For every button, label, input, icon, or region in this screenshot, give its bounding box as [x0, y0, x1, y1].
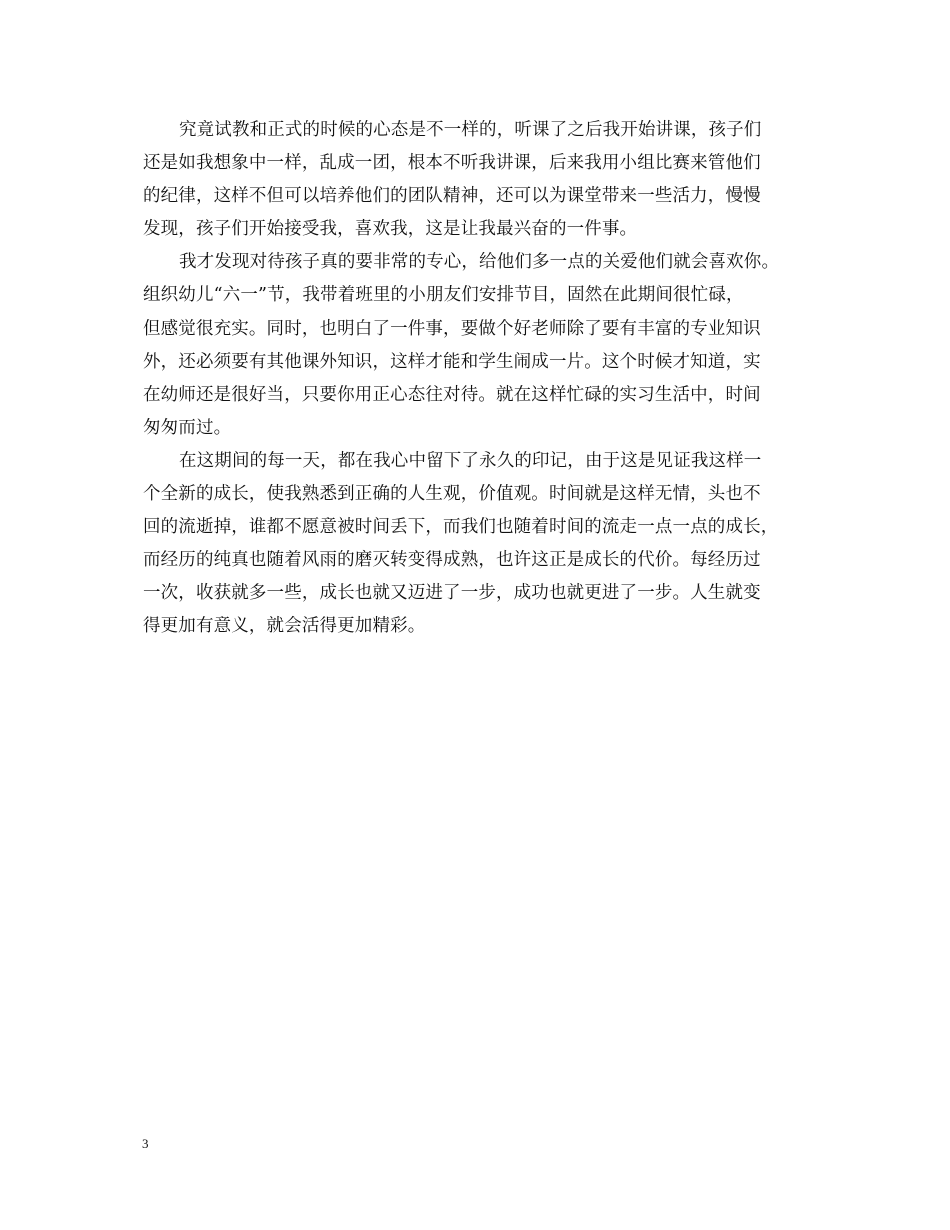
paragraph-2-line-5: 在幼师还是很好当，只要你用正心态往对待。就在这样忙碌的实习生活中，时间 [143, 384, 761, 405]
paragraph-3-line-4: 而经历的纯真也随着风雨的磨灭转变得成熟，也许这正是成长的代价。每经历过 [143, 550, 761, 571]
paragraph-3-line-5: 一次，收获就多一些，成长也就又迈进了一步，成功也就更进了一步。人生就变 [143, 583, 761, 604]
page-number: 3 [142, 1136, 149, 1151]
paragraph-3-line-2: 个全新的成长，使我熟悉到正确的人生观，价值观。时间就是这样无情，头也不 [143, 484, 761, 505]
paragraph-2-line-2: 组织幼儿“六一”节，我带着班里的小朋友们安排节目，固然在此期间很忙碌， [143, 285, 744, 306]
paragraph-2-line-6: 匆匆而过。 [143, 417, 232, 438]
paragraph-2-line-1: 我才发现对待孩子真的要非常的专心，给他们多一点的关爱他们就会喜欢你。 [179, 252, 780, 273]
body-text [143, 114, 813, 644]
paragraph-1-line-1: 究竟试教和正式的时候的心态是不一样的，听课了之后我开始讲课，孩子们 [179, 120, 762, 140]
paragraph-3-line-1: 在这期间的每一天，都在我心中留下了永久的印记，由于这是见证我这样一 [179, 450, 762, 471]
paragraph-2-line-3: 但感觉很充实。同时，也明白了一件事，要做个好老师除了要有丰富的专业知识 [143, 318, 761, 339]
paragraph-1-line-3: 的纪律，这样不但可以培养他们的团队精神，还可以为课堂带来一些活力，慢慢 [143, 186, 761, 207]
paragraph-1-line-2: 还是如我想象中一样，乱成一团，根本不听我讲课，后来我用小组比赛来管他们 [143, 153, 761, 174]
paragraph-1-line-4: 发现，孩子们开始接受我，喜欢我，这是让我最兴奋的一件事。 [143, 219, 638, 240]
paragraph-3-line-6: 得更加有意义，就会活得更加精彩。 [143, 616, 426, 637]
paragraph-2-line-4: 外，还必须要有其他课外知识，这样才能和学生闹成一片。这个时候才知道，实 [143, 351, 761, 372]
paragraph-3-line-3: 回的流逝掉，谁都不愿意被时间丢下，而我们也随着时间的流走一点一点的成长， [143, 517, 779, 538]
